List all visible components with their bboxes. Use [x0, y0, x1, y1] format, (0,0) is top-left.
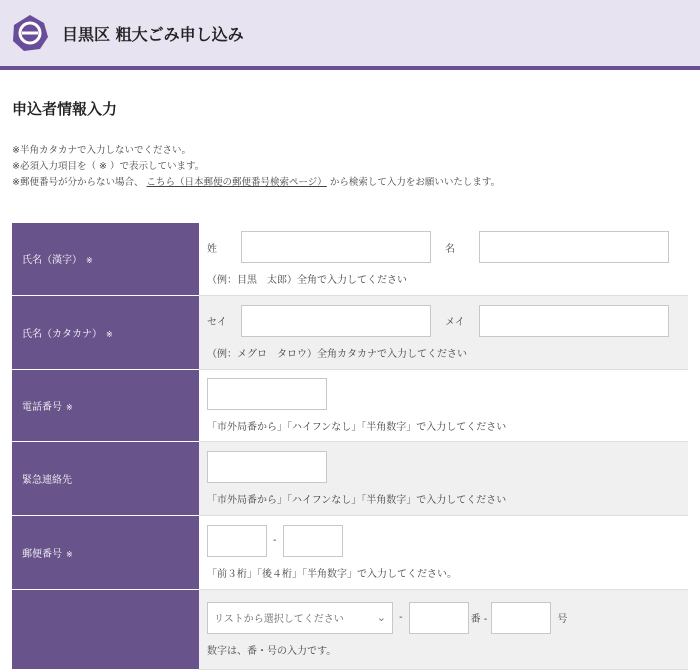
mei-kana-label: メイ — [445, 317, 465, 328]
sei-kanji-input[interactable] — [241, 231, 431, 263]
phone-input[interactable] — [207, 378, 327, 410]
label-name-kana — [12, 295, 199, 369]
ban-label: 番 - — [470, 614, 488, 625]
mei-kanji-input[interactable] — [479, 231, 669, 263]
sei-kana-label: セイ — [207, 317, 227, 328]
row-name-kana — [199, 295, 688, 369]
mei-kana-input[interactable] — [479, 305, 669, 337]
label-emergency — [12, 441, 199, 515]
applicant-form — [12, 223, 688, 670]
go-input[interactable] — [491, 602, 551, 634]
label-postal-text: 郵便番号 — [22, 548, 62, 560]
emergency-input[interactable] — [207, 451, 327, 483]
phone-hint: 「市外局番から」「ハイフンなし」「半角数字」で入力してください — [207, 421, 507, 433]
postal-search-link[interactable]: こちら（日本郵便の郵便番号検索ページ） — [146, 177, 327, 188]
header-title: 目黒区 粗大ごみ申し込み — [62, 24, 244, 44]
label-name-kana-text: 氏名（カタカナ） — [22, 328, 102, 340]
address-dash: - — [399, 612, 403, 623]
note-required: ※必須入力項目を（ ※ ）で表示しています。 — [12, 161, 205, 172]
address-hint: 数字は、番・号の入力です。 — [207, 645, 337, 657]
label-postal — [12, 515, 199, 589]
row-emergency — [199, 441, 688, 515]
meguro-emblem-icon — [10, 13, 50, 53]
note-postal — [12, 175, 688, 191]
row-postal — [199, 515, 688, 589]
page-title: 申込者情報入力 — [12, 100, 118, 118]
notes — [12, 143, 688, 191]
name-kanji-hint: （例：目黒 太郎）全角で入力してください — [207, 275, 407, 287]
label-emergency-text: 緊急連絡先 — [22, 474, 72, 486]
required-mark: ※ — [66, 549, 73, 559]
note-halfwidth: ※半角カタカナで入力しないでください。 — [12, 145, 191, 156]
go-label: 号 — [557, 614, 568, 625]
required-mark: ※ — [66, 402, 73, 412]
sei-kana-input[interactable] — [241, 305, 431, 337]
label-name-kanji-text: 氏名（漢字） — [22, 255, 82, 267]
label-phone — [12, 369, 199, 441]
row-address — [199, 589, 688, 669]
label-address — [12, 589, 199, 669]
row-phone — [199, 369, 688, 441]
chevron-down-icon: ⌄ — [376, 611, 386, 624]
emergency-hint: 「市外局番から」「ハイフンなし」「半角数字」で入力してください — [207, 494, 507, 506]
required-mark: ※ — [86, 256, 93, 266]
postal-last-input[interactable] — [283, 525, 343, 557]
postal-first-input[interactable] — [207, 525, 267, 557]
required-mark: ※ — [106, 329, 113, 339]
row-name-kanji — [199, 223, 688, 295]
page-header — [0, 0, 700, 70]
name-kana-hint: （例：メグロ タロウ）全角カタカナで入力してください — [207, 348, 467, 360]
label-name-kanji — [12, 223, 199, 295]
postal-hint: 「前３桁」「後４桁」「半角数字」で入力してください。 — [207, 568, 457, 580]
note-postal-before: ※郵便番号が分からない場合、 — [12, 177, 144, 188]
postal-dash: - — [273, 535, 277, 546]
mei-label: 名 — [445, 243, 455, 255]
sei-label: 姓 — [207, 243, 217, 255]
label-phone-text: 電話番号 — [22, 401, 62, 413]
address-select[interactable] — [207, 602, 393, 634]
note-postal-after: から検索して入力をお願いいたします。 — [329, 177, 501, 188]
address-select-placeholder: リストから選択してください — [214, 614, 344, 625]
ban-input[interactable] — [409, 602, 469, 634]
